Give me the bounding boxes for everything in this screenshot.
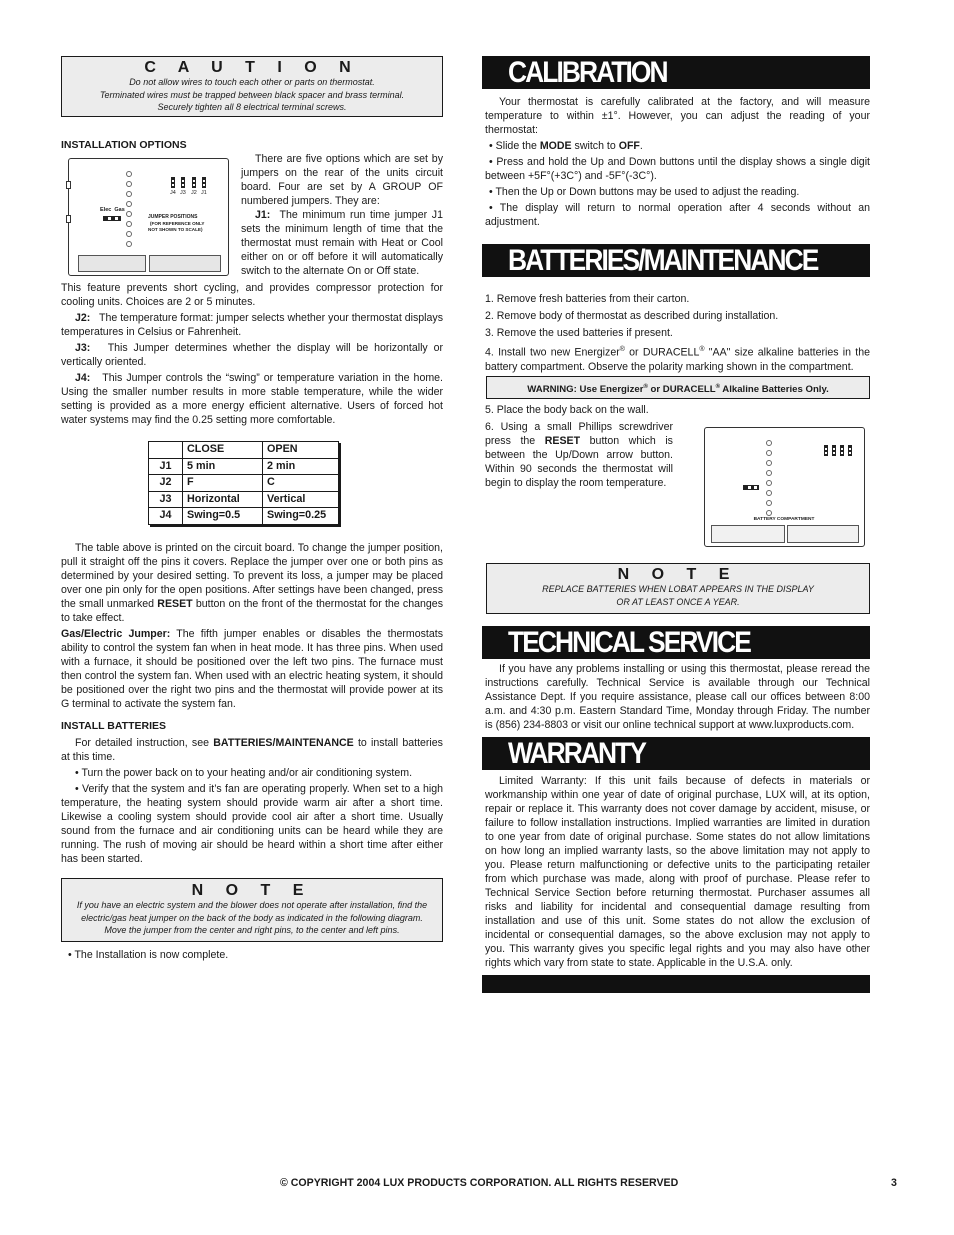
warranty-paragraph: Limited Warranty: If this unit fails because of defects in materials or workmanship within one year of date of original purchase, LUX will, at its option, repair or replace it. This warranty does not cover damage by accident, misuse, or failure to follow installation instructions. Implied warranties are limited in duration to one year from date of original purchase. Some states do not allow limitations on how long an implied warranty lasts, so the above limitation may not apply to you. Please return malfunctioning or defective units to the participating retailer from which purchase was made, along with proof of purchase. Please refer to Technical Service Section before returning thermostat. Purchaser assumes all risks and liability for incidental and consequential damage resulting from installation and use of this unit. Some states do not allow the exclusion of incidental or consequential damages, so the above exclusion may not apply to you. This warranty gives you specific legal rights and you may also have other rights which vary from state to state. Applicable in the U.S.A. only.	[485, 775, 870, 969]
warning-text: Alkaline Batteries Only.	[719, 384, 829, 396]
page-number: 3	[891, 1177, 897, 1189]
battery-step: 3. Remove the used batteries if present.	[485, 327, 673, 339]
note-box-right	[486, 563, 870, 614]
terminal-screw	[126, 211, 132, 217]
batteries-maintenance-ref: BATTERIES/MAINTENANCE	[213, 737, 354, 749]
calibration-text	[485, 95, 870, 229]
jumper-descriptions	[61, 281, 443, 427]
calibration-title: CALIBRATION	[508, 56, 667, 89]
j2-paragraph	[61, 311, 443, 339]
table-row	[149, 475, 339, 492]
terminal-screw	[126, 231, 132, 237]
j4-label: J4:	[75, 372, 91, 384]
terminal-screw	[766, 490, 772, 496]
table-cell-open: Swing=0.25	[263, 508, 339, 525]
reset-label: RESET	[157, 598, 193, 610]
caution-box	[61, 56, 443, 117]
elec-gas-label: Elec Gas	[100, 207, 125, 213]
terminal-screw	[126, 181, 132, 187]
jumper-j2	[192, 177, 196, 188]
reset-paragraph	[485, 420, 673, 490]
terminal-screw	[766, 440, 772, 446]
battery-step	[485, 343, 870, 374]
battery-compartment-diagram	[704, 427, 865, 547]
table-cell-close: F	[183, 475, 263, 492]
technical-service-title: TECHNICAL SERVICE	[508, 626, 750, 659]
warning-text: or DURACELL	[647, 384, 716, 396]
terminal-screw	[766, 510, 772, 516]
battery-step: 2. Remove body of thermostat as described during installation.	[485, 310, 779, 322]
jumper-j4	[171, 177, 175, 188]
jumper-diagram	[68, 158, 229, 276]
battery-compartment-label: BATTERY COMPARTMENT	[753, 517, 815, 522]
step-text: "AA" size alkaline batteries in the battery compartment. Observe the polarity marking shown in the compartment.	[485, 346, 871, 373]
bottom-rule	[482, 975, 870, 993]
battery-slot	[787, 525, 859, 543]
jumper-label-j3: J3	[180, 190, 186, 196]
note-line: REPLACE BATTERIES WHEN LOBAT APPEARS IN THE DISPLAY	[542, 584, 814, 594]
after-table-text	[61, 541, 443, 711]
table-cell-close: 5 min	[183, 458, 263, 475]
j1-text: The minimum run time jumper J1 sets the minimum length of time that the thermostat must remain with Heat or Cool either on or off before it will automatically switch to the alternate On or Off state.	[241, 209, 443, 277]
elec-gas-jumper	[103, 216, 121, 221]
jumper-label-j4: J4	[170, 190, 176, 196]
j1-label: J1:	[255, 209, 271, 221]
bullet-text: • Slide the	[489, 140, 540, 152]
installation-intro	[241, 152, 443, 278]
jumper	[840, 445, 844, 456]
battery-step: 1. Remove fresh batteries from their carton.	[485, 293, 690, 305]
gas-electric-text: The fifth jumper enables or disables the thermostats ability to control the system fan when in heat mode. It has three pins. When used with a furnace, it should be positioned over the left two pins. The furnace must then control the system fan. When used with an electric heating system, it should be positioned over the right two pins and the thermostat will provide power at its G terminal to activate the system fan.	[61, 628, 443, 710]
table-cell-open: Vertical	[263, 491, 339, 508]
battery-step-5: 5. Place the body back on the wall.	[485, 404, 649, 416]
note-line: OR AT LEAST ONCE A YEAR.	[616, 596, 740, 607]
gas-electric-label: Gas/Electric Jumper:	[61, 628, 171, 640]
jumper-change-text: The table above is printed on the circuit board. To change the jumper position, pull it straight off the pins it covers. Replace the jumper over one or both pins as determined by your desired setting. To prevent its loss, a jumper may be placed over one pin only for the open positions. After settings have been changed, press the small unmarked	[61, 542, 443, 610]
warranty-header	[482, 737, 870, 770]
calibration-bullet: • The display will return to normal operation after 4 seconds without an adjustment.	[485, 202, 870, 228]
technical-service-paragraph: If you have any problems installing or using this thermostat, please reread the instructions carefully. Technical Service is available through our Technical Assistance Dept. If you require assistance, please call our offices between 8:00 a.m. and 4:30 p.m. Eastern Standard Time, Monday through Friday. The number is (856) 234-8803 or visit our online technical support at www.luxproducts.com.	[485, 663, 870, 731]
warranty-text	[485, 774, 870, 970]
registered-mark: ®	[619, 346, 625, 353]
step-text: button which is between the Up/Down arrow button. Within 90 seconds the thermostat will begin to display the room temperature.	[485, 435, 673, 489]
warning-text: Use Energizer	[576, 384, 644, 396]
terminal-screw	[126, 171, 132, 177]
terminal-screw	[766, 460, 772, 466]
jumper-label-j2: J2	[191, 190, 197, 196]
jumper-change-text: button on the front of the thermostat for the changes to take effect.	[61, 598, 443, 624]
jumper-table-wrap	[148, 441, 339, 525]
table-row	[149, 491, 339, 508]
note-title: N O T E	[617, 566, 739, 583]
caution-line: Securely tighten all 8 electrical terminal screws.	[157, 102, 347, 112]
calibration-bullet: • Then the Up or Down buttons may be used to adjust the reading.	[489, 186, 800, 198]
table-cell-close: Horizontal	[183, 491, 263, 508]
table-row	[149, 458, 339, 475]
jumper	[848, 445, 852, 456]
reset-label: RESET	[544, 435, 581, 447]
caution-line: Do not allow wires to touch each other or parts on thermostat.	[129, 77, 375, 87]
off-label: OFF	[618, 140, 640, 152]
jumper	[824, 445, 828, 456]
terminal-screw	[766, 480, 772, 486]
terminal-screw	[126, 221, 132, 227]
terminal-screw	[766, 500, 772, 506]
calibration-bullet: • Press and hold the Up and Down buttons until the display shows a single digit between +5F°(+3C°) and -5F°(-3C°).	[485, 156, 870, 182]
step-text: or DURACELL	[624, 346, 700, 359]
installation-complete: • The Installation is now complete.	[68, 949, 229, 961]
technical-service-text	[485, 662, 870, 732]
warning-label: WARNING:	[527, 384, 577, 396]
j1-paragraph	[241, 208, 443, 278]
batteries-header	[482, 244, 870, 277]
calibration-intro: Your thermostat is carefully calibrated at the factory, and will measure temperature to within ±1°. However, you can adjust the reading of your thermostat:	[485, 96, 870, 136]
table-row-jumper: J2	[149, 475, 183, 492]
terminal-screw	[766, 470, 772, 476]
bullet-text: switch to	[571, 140, 619, 152]
table-header-close: CLOSE	[183, 442, 263, 459]
jumper-table	[148, 441, 339, 525]
jumper-label-j1: J1	[201, 190, 207, 196]
table-row-jumper: J3	[149, 491, 183, 508]
batteries-title: BATTERIES/MAINTENANCE	[508, 244, 818, 277]
installation-options-heading: INSTALLATION OPTIONS	[61, 139, 187, 151]
caution-title: C A U T I O N	[144, 59, 360, 76]
mode-label: MODE	[539, 140, 572, 152]
j4-text: This Jumper controls the “swing” or temperature variation in the home. Using the smaller number results in more stable temperature, while the wider setting is provided as a more energy efficient alternative. Users of forced hot water systems may find the 0.25 setting more comfortable.	[61, 372, 444, 426]
calibration-bullet	[485, 139, 870, 153]
copyright: © COPYRIGHT 2004 LUX PRODUCTS CORPORATION. ALL RIGHTS RESERVED	[280, 1177, 679, 1189]
diagram-notch	[66, 215, 71, 223]
diagram-notch	[66, 181, 71, 189]
install-batteries-text	[61, 736, 443, 866]
jumper-change-paragraph	[61, 541, 443, 625]
intro-text: to install batteries at this time.	[61, 737, 443, 763]
install-bullet: • Verify that the system and it’s fan are operating properly. When set to a high temperature, the heating system should provide warm air after a short time. Likewise a cooling system should provide cool air after a short time. Usually sound from the furnace and air conditioning units can be heard while they are running. The rush of moving air should be heard within a short time after either has been started.	[61, 783, 443, 865]
table-corner	[149, 442, 183, 459]
table-header-open: OPEN	[263, 442, 339, 459]
install-batteries-heading: INSTALL BATTERIES	[61, 720, 166, 732]
caution-line: Terminated wires must be trapped between black spacer and brass terminal.	[99, 89, 405, 100]
diagram-battery-slot	[149, 255, 221, 272]
j4-paragraph	[61, 371, 443, 427]
batteries-steps	[485, 292, 870, 374]
registered-mark: ®	[643, 384, 648, 390]
jumper-positions-label: JUMPER POSITIONS	[148, 214, 198, 220]
j2-label: J2:	[75, 312, 91, 324]
note-line: Move the jumper from the center and right pins, to the center and left pins.	[104, 925, 400, 935]
terminal-screw	[126, 241, 132, 247]
elec-gas-jumper	[743, 485, 759, 490]
note-box-left	[61, 878, 443, 942]
step-text: 6. Using a small Phillips screwdriver press the	[485, 421, 673, 447]
bullet-text: .	[639, 140, 643, 152]
registered-mark: ®	[715, 384, 720, 390]
intro-text: For detailed instruction, see	[75, 737, 214, 749]
installation-intro-text: There are five options which are set by jumpers on the rear of the units circuit board. Four are set by A GROUP OF numbered jumpers. They are:	[241, 153, 443, 207]
j1-continued: This feature prevents short cycling, and provides compressor protection for cooling units. Choices are 2 or 5 minutes.	[61, 282, 443, 308]
jumper-j3	[181, 177, 185, 188]
note-line: If you have an electric system and the blower does not operate after installation, find the	[76, 900, 428, 910]
j2-text: The temperature format: jumper selects whether your thermostat displays temperatures in Celsius or Fahrenheit.	[61, 312, 444, 338]
jumper-j1	[202, 177, 206, 188]
install-bullet: • Turn the power back on to your heating and/or air conditioning system.	[75, 767, 413, 779]
gas-electric-paragraph	[61, 627, 443, 711]
warranty-title: WARRANTY	[508, 737, 646, 770]
battery-step-6	[485, 420, 673, 490]
calibration-header	[482, 56, 870, 89]
terminal-screw	[126, 191, 132, 197]
registered-mark: ®	[699, 346, 705, 353]
jumper-positions-note: (FOR REFERENCE ONLY	[150, 221, 205, 226]
j3-label: J3:	[75, 342, 91, 354]
table-cell-open: 2 min	[263, 458, 339, 475]
j3-text: This Jumper determines whether the display will be horizontally or vertically oriented.	[61, 342, 444, 368]
note-line: electric/gas heat jumper on the back of the body as indicated in the following diagram.	[81, 912, 423, 923]
note-title: N O T E	[191, 882, 313, 899]
table-row-jumper: J4	[149, 508, 183, 525]
step-text: 4. Install two new Energizer	[485, 346, 620, 359]
jumper	[832, 445, 836, 456]
jumper-positions-note: NOT SHOWN TO SCALE)	[148, 227, 203, 232]
table-header-row	[149, 442, 339, 459]
terminal-screw	[766, 450, 772, 456]
table-cell-close: Swing=0.5	[183, 508, 263, 525]
install-batteries-intro	[61, 736, 443, 764]
table-row	[149, 508, 339, 525]
diagram-battery-slot	[78, 255, 146, 272]
warning-box	[486, 376, 870, 399]
j3-paragraph	[61, 341, 443, 369]
battery-slot	[711, 525, 785, 543]
technical-service-header	[482, 626, 870, 659]
terminal-screw	[126, 201, 132, 207]
table-row-jumper: J1	[149, 458, 183, 475]
table-cell-open: C	[263, 475, 339, 492]
